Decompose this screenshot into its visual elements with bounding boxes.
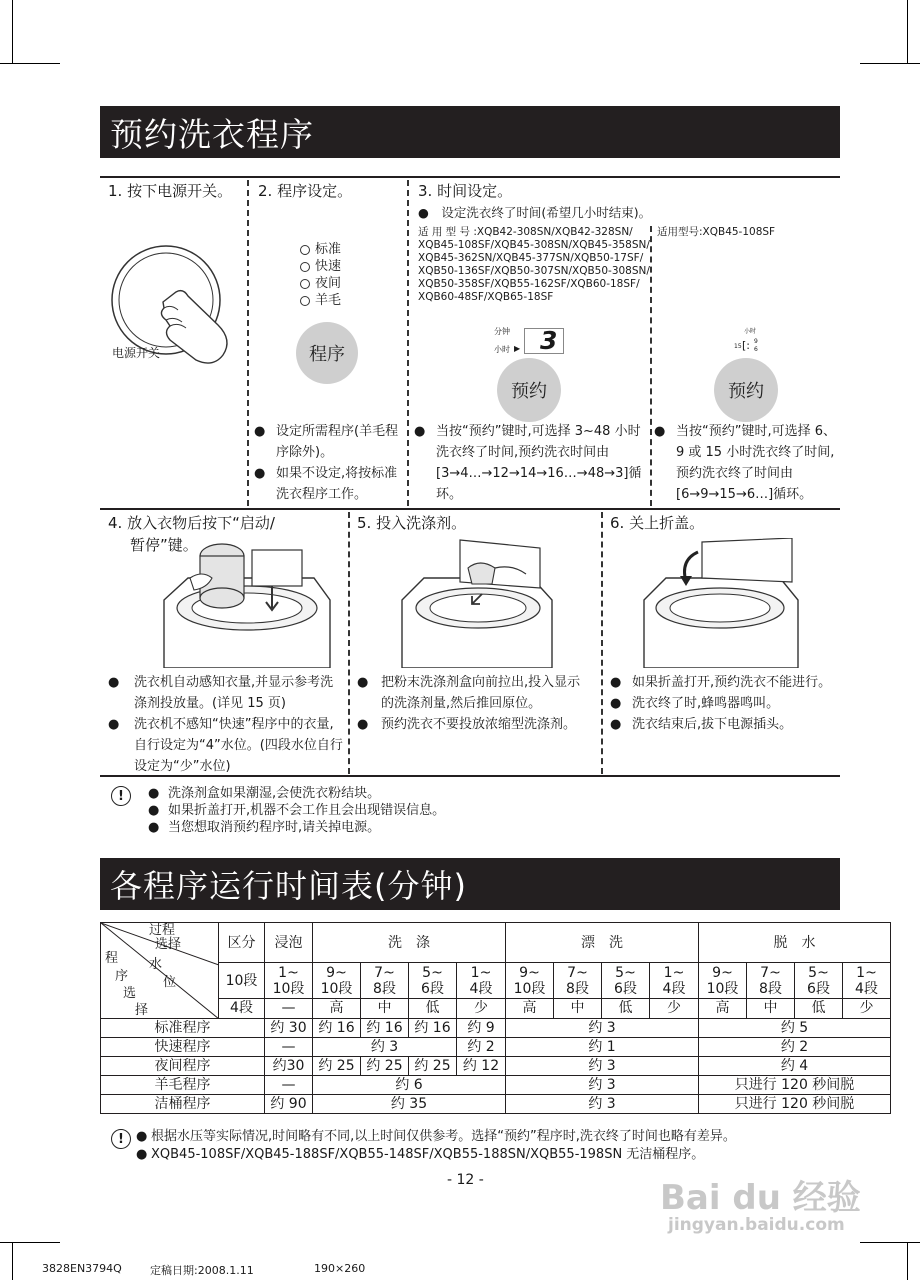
diag-label: 水 [149, 957, 163, 972]
models-list-a: 适 用 型 号 :XQB42-308SN/XQB42-328SN/ XQB45-108SF/XQB45-308SN/XQB45-358SN/ XQB45-362SN/XQB45-377SN/XQB50-17SF/ XQB50-136SF/XQB50-307SN/XQB50-308SN/ XQB50-358SF/XQB55-162SF/XQB60-18SF/ XQB60-48SF/XQB65-18SF [418, 226, 650, 303]
bullet-icon: ● [148, 786, 160, 801]
data-cell: 约 3 [506, 1019, 699, 1038]
level-header-cell: 5~ 6段 [602, 963, 650, 999]
level-header-cell: 9~ 10段 [313, 963, 361, 999]
step3-bullet-a: ● 当按“预约”键时,可选择 3~48 小时洗衣终了时间,预约洗衣时间由[3→4…→12→14→16…→48→3]循环。 [414, 421, 644, 505]
step1-title: 1. 按下电源开关。 [108, 182, 233, 200]
level-header-cell: 低 [795, 998, 843, 1018]
reserve-button-a[interactable]: 预约 [497, 358, 561, 422]
footer-code: 3828EN3794Q [42, 1262, 122, 1275]
display-label-min: 分钟 [494, 327, 510, 336]
crop-mark [907, 0, 908, 64]
level-header-cell: 低 [409, 998, 457, 1018]
bullet-icon: ● [148, 820, 160, 835]
step4-title: 4. 放入衣物后按下“启动/ 暂停”键。 [108, 514, 275, 554]
header-cell: 区分 [219, 923, 265, 963]
data-cell: 约 25 [313, 1057, 361, 1076]
level-header-cell: 5~ 6段 [409, 963, 457, 999]
data-cell: 只进行 120 秒间脱 [699, 1076, 891, 1095]
level-header-cell: 7~ 8段 [554, 963, 602, 999]
step5-title: 5. 投入洗涤剂。 [357, 514, 467, 532]
display-bracket-icon: [: [742, 339, 750, 352]
level-header-cell: 9~ 10段 [699, 963, 747, 999]
display-label-6: 6 [754, 346, 758, 353]
bullet-icon: ● [357, 675, 369, 690]
bullet-icon: ● [610, 696, 622, 711]
data-cell: 约 1 [506, 1038, 699, 1057]
level-header-cell: 中 [361, 998, 409, 1018]
program-name-cell: 标准程序 [101, 1019, 265, 1038]
diag-label: 序 [115, 969, 129, 984]
data-cell: 约 3 [506, 1076, 699, 1095]
data-cell: 约30 [265, 1057, 313, 1076]
level-header-cell: 7~ 8段 [747, 963, 795, 999]
display-label-15: 15 [734, 343, 742, 350]
level-header-cell: 少 [650, 998, 699, 1018]
divider [100, 508, 840, 510]
level-header-cell: 少 [457, 998, 506, 1018]
data-cell: 约 25 [361, 1057, 409, 1076]
bullet-icon: ● [254, 466, 266, 481]
level-header-cell: 低 [602, 998, 650, 1018]
program-button[interactable]: 程序 [296, 322, 358, 384]
page-number: - 12 - [447, 1172, 484, 1188]
radio-icon [300, 296, 310, 306]
data-cell: 约 16 [313, 1019, 361, 1038]
header-cell: 漂 洗 [506, 923, 699, 963]
level-header-cell: 1~ 4段 [650, 963, 699, 999]
level-header-cell: 1~ 4段 [457, 963, 506, 999]
divider [650, 226, 652, 506]
baidu-watermark-logo: Bai du 经验 [660, 1178, 861, 1218]
bullet-icon: ● [136, 1147, 148, 1162]
section2-notes: ● 根据水压等实际情况,时间略有不同,以上时间仅供参考。选择“预约”程序时,洗衣终了时间也略有差异。 ● XQB45-108SF/XQB45-188SF/XQB55-148SF/XQB55-188SN/XQB55-198SN 无洁桶程序。 [136, 1129, 736, 1162]
data-cell: — [265, 1076, 313, 1095]
program-options [300, 241, 341, 309]
section-title: 各程序运行时间表(分钟) [100, 858, 840, 910]
header-cell: 洗 涤 [313, 923, 506, 963]
program-name-cell: 夜间程序 [101, 1057, 265, 1076]
bullet-icon: ● [136, 1129, 148, 1144]
baidu-watermark-url: jingyan.baidu.com [668, 1215, 845, 1235]
data-cell: 只进行 120 秒间脱 [699, 1095, 891, 1114]
level-header-cell: 7~ 8段 [361, 963, 409, 999]
level-header-cell: 中 [747, 998, 795, 1018]
radio-icon [300, 279, 310, 289]
divider [348, 512, 350, 774]
timer-display-a [494, 326, 574, 356]
data-cell: 约 90 [265, 1095, 313, 1114]
level-header-cell: 高 [313, 998, 361, 1018]
bullet-icon: ● [418, 205, 442, 220]
step3-bullet-b: ● 当按“预约”键时,可选择 6、9 或 15 小时洗衣终了时间,预约洗衣终了时间由[6→9→15→6…]循环。 [654, 421, 840, 505]
data-cell: 约 3 [313, 1038, 457, 1057]
bullet-icon: ● [108, 717, 120, 732]
level-header-cell: 9~ 10段 [506, 963, 554, 999]
crop-mark [907, 1242, 908, 1280]
crop-mark [12, 0, 13, 64]
radio-icon [300, 245, 310, 255]
display-arrow-icon: ▶ [514, 344, 521, 353]
models-list-b: 适用型号:XQB45-108SF [657, 226, 776, 238]
step6-title: 6. 关上折盖。 [610, 514, 705, 532]
diag-label: 位 [163, 975, 177, 990]
program-option[interactable]: 夜间 [300, 275, 341, 292]
caution-icon: ! [111, 786, 131, 806]
step6-bullets: ● 如果折盖打开,预约洗衣不能进行。 ● 洗衣终了时,蜂鸣器鸣叫。 ● 洗衣结束后,拔下电源插头。 [610, 672, 836, 735]
program-name-cell: 快速程序 [101, 1038, 265, 1057]
header-cell: 10段 [219, 963, 265, 999]
crop-mark [860, 63, 920, 64]
display-label-hour: 小时 [744, 328, 757, 335]
program-option[interactable]: 快速 [300, 258, 341, 275]
data-cell: 约 2 [457, 1038, 506, 1057]
section-title: 预约洗衣程序 [100, 106, 840, 158]
level-header-cell: 1~ 4段 [843, 963, 891, 999]
data-cell: 约 3 [506, 1057, 699, 1076]
level-header-cell: — [265, 998, 313, 1018]
timer-display-b [730, 326, 770, 356]
bullet-icon: ● [610, 675, 622, 690]
data-cell: 约 5 [699, 1019, 891, 1038]
data-cell: 约 35 [313, 1095, 506, 1114]
divider [407, 180, 409, 506]
data-cell: 约 6 [313, 1076, 506, 1095]
step3-subtitle: ● 设定洗衣终了时间(希望几小时结束)。 [418, 205, 652, 220]
data-cell: 约 3 [506, 1095, 699, 1114]
step2-bullets: ● 设定所需程序(羊毛程序除外)。 ● 如果不设定,将按标准洗衣程序工作。 [254, 421, 404, 505]
step2-title: 2. 程序设定。 [258, 182, 353, 200]
diagonal-header-cell [101, 923, 219, 1019]
data-cell: 约 4 [699, 1057, 891, 1076]
level-header-cell: 1~ 10段 [265, 963, 313, 999]
data-cell: 约 30 [265, 1019, 313, 1038]
power-switch-label: 电源开关 [112, 346, 161, 360]
display-label-hour: 小时 [494, 345, 510, 354]
footer-date: 定稿日期:2008.1.11 [150, 1264, 254, 1277]
header-cell: 脱 水 [699, 923, 891, 963]
section1-notes: ● 洗涤剂盒如果潮湿,会使洗衣粉结块。 ● 如果折盖打开,机器不会工作且会出现错误信息。 ● 当您想取消预约程序时,请关掉电源。 [148, 786, 446, 835]
divider [100, 176, 840, 178]
step5-bullets: ● 把粉末洗涤剂盒向前拉出,投入显示的洗涤剂量,然后推回原位。 ● 预约洗衣不要投放浓缩型洗涤剂。 [357, 672, 593, 735]
display-label-9: 9 [754, 338, 758, 345]
bullet-icon: ● [414, 424, 426, 439]
crop-mark [0, 1242, 60, 1243]
program-name-cell: 羊毛程序 [101, 1076, 265, 1095]
level-header-cell: 高 [506, 998, 554, 1018]
program-name-cell: 洁桶程序 [101, 1095, 265, 1114]
step3-title: 3. 时间设定。 [418, 182, 513, 200]
diag-label: 程 [105, 951, 119, 966]
data-cell: — [265, 1038, 313, 1057]
footer-size: 190×260 [314, 1262, 366, 1275]
divider [601, 512, 603, 774]
bullet-icon: ● [108, 675, 120, 690]
step4-bullets: ● 洗衣机自动感知衣量,并显示参考洗涤剂投放量。(详见 15 页) ● 洗衣机不感知“快速”程序中的衣量,自行设定为“4”水位。(四段水位自行设定为“少”水位) [108, 672, 343, 777]
bullet-icon: ● [148, 803, 160, 818]
bullet-icon: ● [357, 717, 369, 732]
bullet-icon: ● [610, 717, 622, 732]
data-cell: 约 12 [457, 1057, 506, 1076]
bullet-icon: ● [254, 424, 266, 439]
level-header-cell: 高 [699, 998, 747, 1018]
display-digit: 3 [540, 326, 558, 355]
crop-mark [12, 1242, 13, 1280]
data-cell: 约 9 [457, 1019, 506, 1038]
program-option[interactable]: 标准 [300, 241, 341, 258]
data-cell: 约 16 [409, 1019, 457, 1038]
runtime-table [100, 922, 891, 1114]
washer-with-laundry-illustration [162, 538, 332, 668]
caution-icon: ! [111, 1129, 131, 1149]
crop-mark [860, 1242, 920, 1243]
bullet-icon: ● [654, 424, 666, 439]
diag-label: 选 [123, 986, 137, 1001]
diag-label: 选择 [155, 937, 182, 952]
detergent-drawer-illustration [400, 538, 555, 668]
crop-mark [0, 63, 60, 64]
level-header-cell: 少 [843, 998, 891, 1018]
level-header-cell: 中 [554, 998, 602, 1018]
close-lid-illustration [642, 538, 802, 668]
reserve-button-b[interactable]: 预约 [714, 358, 778, 422]
radio-icon [300, 262, 310, 272]
header-cell: 浸泡 [265, 923, 313, 963]
data-cell: 约 16 [361, 1019, 409, 1038]
diag-label: 择 [135, 1003, 149, 1018]
diag-label: 过程 [149, 923, 176, 938]
level-header-cell: 5~ 6段 [795, 963, 843, 999]
program-option[interactable]: 羊毛 [300, 292, 341, 309]
data-cell: 约 25 [409, 1057, 457, 1076]
header-cell: 4段 [219, 998, 265, 1018]
data-cell: 约 2 [699, 1038, 891, 1057]
